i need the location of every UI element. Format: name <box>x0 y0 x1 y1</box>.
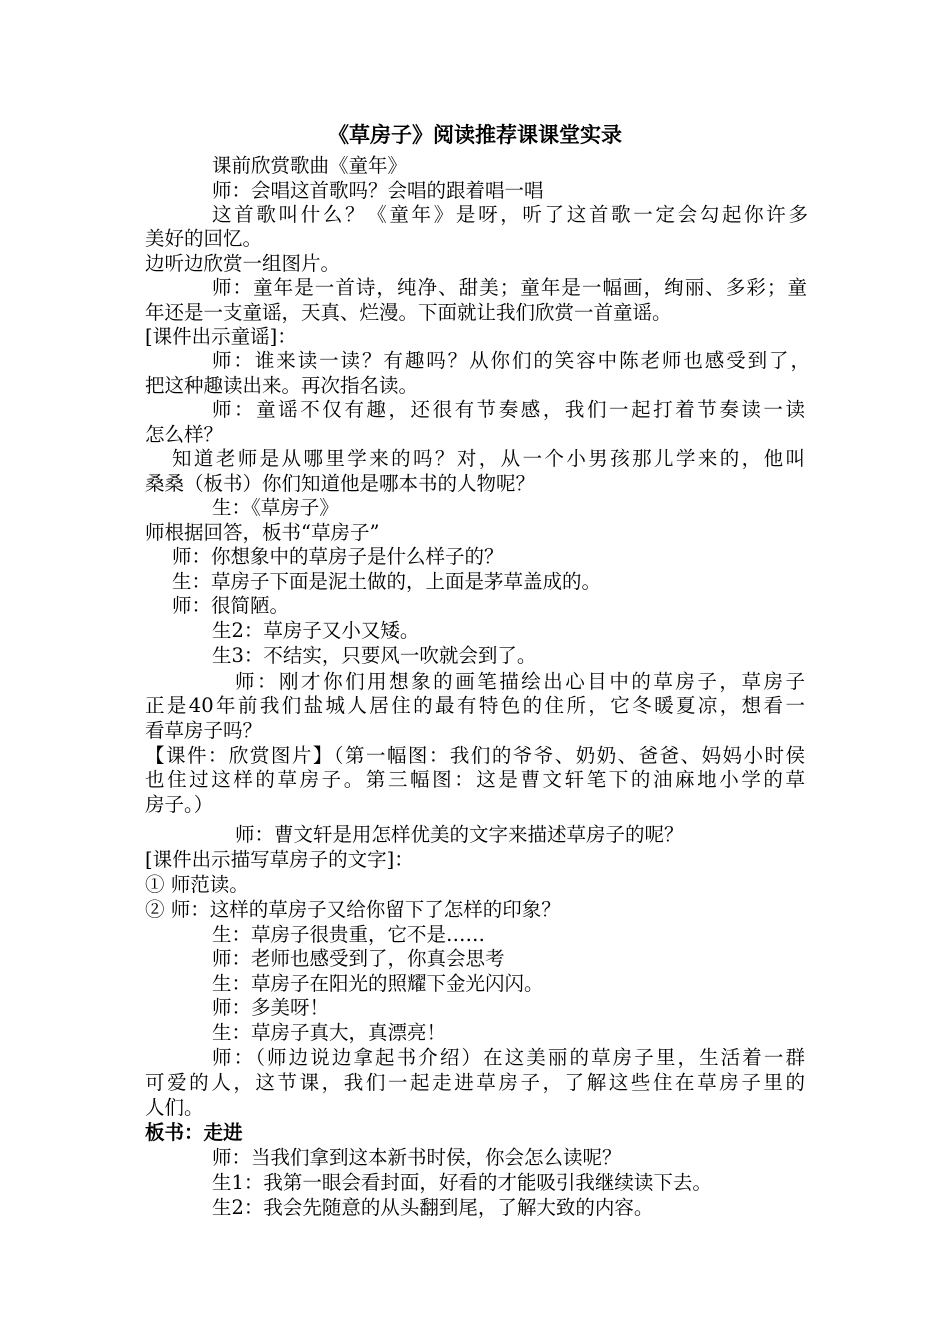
paragraph-line: 师：曹文轩是用怎样优美的文字来描述草房子的呢？ <box>235 823 684 846</box>
paragraph-line: ② 师：这样的草房子又给你留下了怎样的印象？ <box>145 898 561 921</box>
paragraph-line: 师：谁来读一读？有趣吗？从你们的笑容中陈老师也感受到了， <box>212 349 810 372</box>
paragraph-line: 年还是一支童谣，天真、烂漫。下面就让我们欣赏一首童谣。 <box>145 301 672 324</box>
paragraph-line: 生：草房子真大，真漂亮！ <box>212 1021 447 1044</box>
paragraph-line: 师：很简陋。 <box>172 594 290 617</box>
paragraph-line: 人们。 <box>145 1096 204 1119</box>
paragraph-line: 生2：草房子又小又矮。 <box>212 619 420 642</box>
paragraph-line: 师：（师边说边拿起书介绍）在这美丽的草房子里，生活着一群 <box>212 1046 805 1069</box>
paragraph-line: 师：多美呀！ <box>212 996 330 1019</box>
paragraph-line: 桑桑（板书）你们知道他是哪本书的人物呢？ <box>145 472 536 495</box>
paragraph-line: 房子。） <box>145 793 214 816</box>
paragraph-line: 师：童年是一首诗，纯净、甜美；童年是一幅画，绚丽、多彩；童 <box>212 276 807 299</box>
paragraph-line: 也住过这样的草房子。第三幅图：这是曹文轩笔下的油麻地小学的草 <box>145 768 805 791</box>
paragraph-line: 正是40年前我们盐城人居住的最有特色的住所，它冬暖夏凉，想看一 <box>145 694 805 717</box>
paragraph-line: 师：会唱这首歌吗？会唱的跟着唱一唱 <box>212 179 544 202</box>
paragraph-line: 生：草房子很贵重，它不是…… <box>212 923 486 946</box>
paragraph-line: 生1：我第一眼会看封面，好看的才能吸引我继续读下去。 <box>212 1171 712 1194</box>
paragraph-line: 师：老师也感受到了，你真会思考 <box>212 947 505 970</box>
paragraph-line: 师：刚才你们用想象的画笔描绘出心目中的草房子，草房子 <box>235 670 805 693</box>
blackboard-heading: 板书：走进 <box>145 1121 243 1144</box>
paragraph-line: 怎么样？ <box>145 423 224 446</box>
paragraph-line: 生：草房子下面是泥土做的，上面是茅草盖成的。 <box>172 570 602 593</box>
paragraph-line: 把这种趣读出来。再次指名读。 <box>145 374 419 397</box>
paragraph-line: 生2：我会先随意的从头翻到尾，了解大致的内容。 <box>212 1196 654 1219</box>
paragraph-line: 师：当我们拿到这本新书时侯，你会怎么读呢？ <box>212 1146 622 1169</box>
paragraph-line: 【课件：欣赏图片】（第一幅图：我们的爷爷、奶奶、爸爸、妈妈小时侯 <box>145 744 805 767</box>
paragraph-line: 这首歌叫什么？《童年》是呀，听了这首歌一定会勾起你许多 <box>212 203 808 226</box>
paragraph-line: 看草房子吗？ <box>145 719 263 742</box>
paragraph-line: 知道老师是从哪里学来的吗？对，从一个小男孩那儿学来的，他叫 <box>172 447 805 470</box>
document-title: 《草房子》阅读推荐课课堂实录 <box>328 122 622 147</box>
paragraph-line: 师根据回答，板书“草房子” <box>145 521 380 544</box>
paragraph-line: 美好的回忆。 <box>145 227 263 250</box>
paragraph-line: ① 师范读。 <box>145 873 249 896</box>
paragraph-line: 课前欣赏歌曲《童年》 <box>212 154 408 177</box>
paragraph-line: 生：草房子在阳光的照耀下金光闪闪。 <box>212 972 544 995</box>
paragraph-line: 边听边欣赏一组图片。 <box>145 252 341 275</box>
paragraph-line: 师：你想象中的草房子是什么样子的？ <box>172 545 504 568</box>
paragraph-line: 可爱的人，这节课，我们一起走进草房子，了解这些住在草房子里的 <box>145 1071 805 1094</box>
paragraph-line: 生：《草房子》 <box>212 496 339 519</box>
paragraph-line: [课件出示童谣]： <box>145 325 297 348</box>
paragraph-line: [课件出示描写草房子的文字]： <box>145 848 414 871</box>
paragraph-line: 师：童谣不仅有趣，还很有节奏感，我们一起打着节奏读一读 <box>212 398 805 421</box>
paragraph-line: 生3：不结实，只要风一吹就会到了。 <box>212 644 537 667</box>
